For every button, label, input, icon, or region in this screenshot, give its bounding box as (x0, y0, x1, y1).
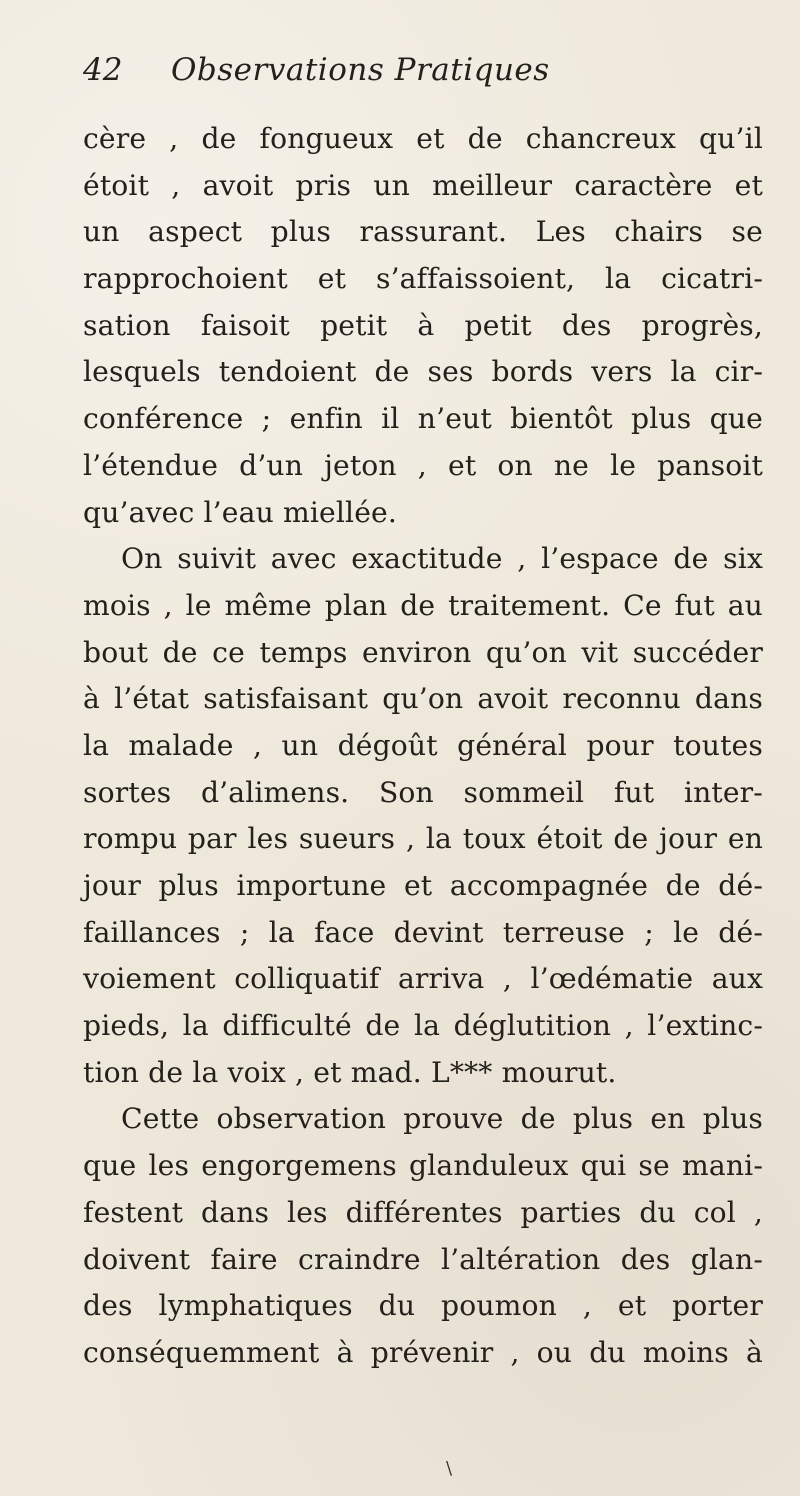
text-line: tion de la voix , et mad. L*** mourut. (83, 1055, 617, 1089)
text-line: l’étendue d’un jeton , et on ne le pansoit (83, 448, 763, 482)
text-line: sortes d’alimens. Son sommeil fut inter- (83, 775, 763, 809)
text-line: festent dans les différentes parties du col , (83, 1195, 763, 1229)
text-line: voiement colliquatif arriva , l’œdématie aux (83, 962, 763, 996)
text-line: jour plus importune et accompagnée de dé- (83, 869, 763, 902)
text-line: étoit , avoit pris un meilleur caractère et (83, 168, 763, 202)
text-line: On suivit avec exactitude , l’espace de six (121, 542, 763, 576)
text-line: pieds, la difficulté de la déglutition , l’extinc- (83, 1009, 763, 1043)
text-line: à l’état satisfaisant qu’on avoit reconnu dans (83, 682, 763, 716)
text-line: qu’avec l’eau miellée. (83, 495, 397, 529)
text-line: conséquemment à prévenir , ou du moins à (83, 1335, 763, 1369)
signature-mark: \ (446, 1458, 453, 1479)
text-line: rapprochoient et s’affaissoient, la cicatri- (83, 262, 763, 296)
text-line: un aspect plus rassurant. Les chairs se (83, 215, 763, 249)
text-line: cère , de fongueux et de chancreux qu’il (83, 122, 763, 155)
text-line: conférence ; enfin il n’eut bientôt plus que (83, 402, 763, 436)
running-head: Observations Pratiques (171, 52, 550, 88)
text-line: rompu par les sueurs , la toux étoit de jour en (83, 822, 763, 856)
text-line: des lymphatiques du poumon , et porter (83, 1289, 763, 1323)
text-line: sation faisoit petit à petit des progrès, (83, 308, 763, 342)
text-line: bout de ce temps environ qu’on vit succéder (83, 635, 763, 669)
text-line: mois , le même plan de traitement. Ce fut au (83, 588, 763, 622)
text-line: Cette observation prouve de plus en plus (121, 1102, 763, 1136)
body-text (83, 116, 763, 1377)
page-header (83, 52, 643, 96)
text-line: que les engorgemens glanduleux qui se mani- (83, 1149, 763, 1183)
text-line: lesquels tendoient de ses bords vers la cir- (83, 355, 763, 389)
text-line: faillances ; la face devint terreuse ; le dé- (83, 915, 763, 949)
text-line: doivent faire craindre l’altération des glan- (83, 1242, 763, 1276)
text-line: la malade , un dégoût général pour toutes (83, 728, 763, 762)
page-number: 42 (83, 52, 123, 88)
